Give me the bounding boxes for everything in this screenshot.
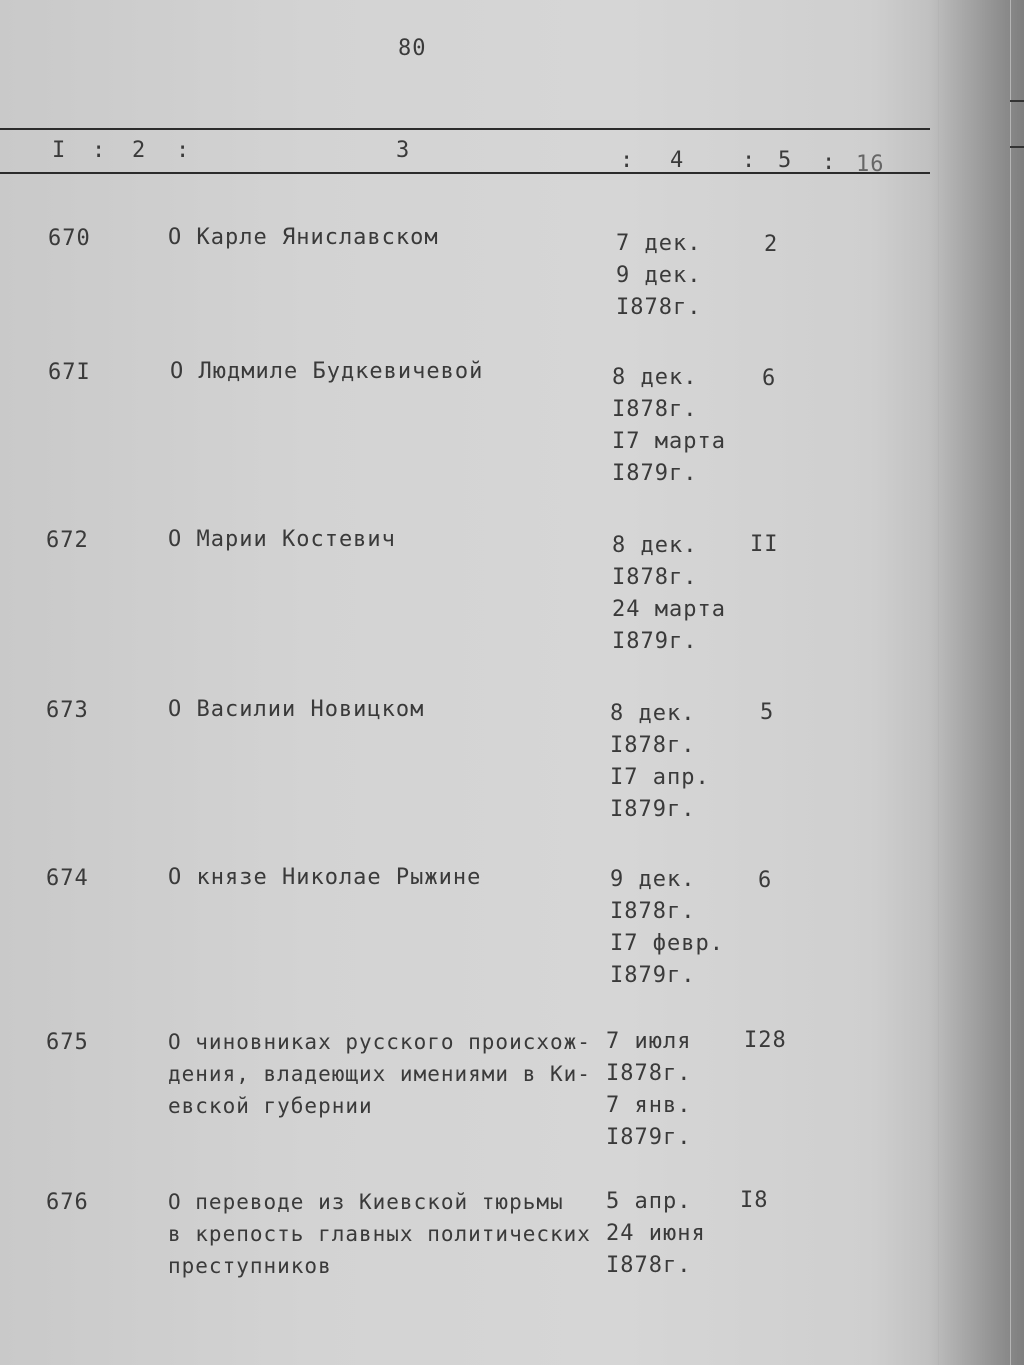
column-separator: : bbox=[822, 150, 837, 175]
date-line: I878г. bbox=[610, 899, 696, 924]
row-dates bbox=[606, 1026, 691, 1154]
row-dates bbox=[612, 530, 726, 658]
row-title-line: О Василии Новицком bbox=[168, 697, 425, 722]
date-line: I878г. bbox=[606, 1061, 692, 1086]
row-dates bbox=[612, 362, 726, 490]
date-line: I878г. bbox=[612, 397, 698, 422]
row-title-line: О переводе из Киевской тюрьмы bbox=[168, 1190, 564, 1214]
row-number: 672 bbox=[46, 528, 89, 553]
row-title-line: преступников bbox=[168, 1254, 332, 1278]
page-fold-line bbox=[1010, 0, 1011, 1365]
column-header-4: 4 bbox=[670, 148, 685, 173]
row-title-line: в крепость главных политических bbox=[168, 1222, 591, 1246]
date-line: I879г. bbox=[606, 1125, 692, 1150]
date-line: 8 дек. bbox=[612, 365, 698, 390]
column-header-5: 5 bbox=[778, 148, 793, 173]
date-line: 9 дек. bbox=[610, 867, 696, 892]
date-line: I878г. bbox=[616, 295, 702, 320]
date-line: 24 марта bbox=[612, 597, 726, 622]
margin-tick bbox=[1010, 146, 1024, 148]
row-title bbox=[168, 1186, 591, 1282]
date-line: I879г. bbox=[610, 797, 696, 822]
row-sheet-count: 6 bbox=[758, 868, 773, 893]
column-separator: : bbox=[176, 138, 191, 163]
row-sheet-count: 6 bbox=[762, 366, 777, 391]
row-number: 676 bbox=[46, 1190, 89, 1215]
date-line: I878г. bbox=[612, 565, 698, 590]
row-sheet-count: 2 bbox=[764, 232, 779, 257]
column-separator: : bbox=[742, 148, 757, 173]
row-dates bbox=[610, 698, 710, 826]
row-number: 673 bbox=[46, 698, 89, 723]
row-sheet-count: 5 bbox=[760, 700, 775, 725]
row-number: 675 bbox=[46, 1030, 89, 1055]
date-line: I7 апр. bbox=[610, 765, 710, 790]
row-title bbox=[168, 694, 424, 726]
date-line: I879г. bbox=[612, 461, 698, 486]
row-title bbox=[170, 356, 483, 388]
date-line: I7 марта bbox=[612, 429, 726, 454]
date-line: 7 янв. bbox=[606, 1093, 692, 1118]
row-title-line: евской губернии bbox=[168, 1094, 373, 1118]
column-header-1: I bbox=[52, 138, 67, 163]
page-fold-line bbox=[938, 0, 939, 1365]
row-dates bbox=[610, 864, 724, 992]
margin-tick bbox=[1010, 100, 1024, 102]
date-line: I878г. bbox=[610, 733, 696, 758]
row-title bbox=[168, 1026, 591, 1122]
row-number: 67I bbox=[48, 360, 91, 385]
row-title-line: О чиновниках русского происхож- bbox=[168, 1030, 591, 1054]
row-number: 670 bbox=[48, 226, 91, 251]
row-title-line: О князе Николае Рыжине bbox=[168, 865, 482, 890]
date-line: I879г. bbox=[610, 963, 696, 988]
column-separator: : bbox=[620, 148, 635, 173]
row-dates bbox=[616, 228, 701, 324]
date-line: I7 февр. bbox=[610, 931, 724, 956]
date-line: 24 июня bbox=[606, 1221, 706, 1246]
date-line: 8 дек. bbox=[612, 533, 698, 558]
header-top-rule bbox=[0, 128, 930, 130]
date-line: 7 июля bbox=[606, 1029, 692, 1054]
page-number: 80 bbox=[398, 36, 427, 61]
row-sheet-count: I28 bbox=[744, 1028, 787, 1053]
row-title bbox=[168, 524, 396, 556]
row-title-line: дения, владеющих имениями в Ки- bbox=[168, 1062, 591, 1086]
row-title-line: О Карле Яниславском bbox=[168, 225, 439, 250]
row-dates bbox=[606, 1186, 706, 1282]
date-line: I879г. bbox=[612, 629, 698, 654]
column-header-2: 2 bbox=[132, 138, 147, 163]
date-line: 8 дек. bbox=[610, 701, 696, 726]
row-title bbox=[168, 862, 481, 894]
row-sheet-count: I8 bbox=[740, 1188, 769, 1213]
row-title-line: О Людмиле Будкевичевой bbox=[170, 359, 484, 384]
date-line: I878г. bbox=[606, 1253, 692, 1278]
column-header-6: 16 bbox=[856, 152, 885, 177]
column-separator: : bbox=[92, 138, 107, 163]
date-line: 5 апр. bbox=[606, 1189, 692, 1214]
date-line: 7 дек. bbox=[616, 231, 702, 256]
date-line: 9 дек. bbox=[616, 263, 702, 288]
row-sheet-count: II bbox=[750, 532, 779, 557]
row-title-line: О Марии Костевич bbox=[168, 527, 396, 552]
column-header-3: 3 bbox=[396, 138, 411, 163]
row-number: 674 bbox=[46, 866, 89, 891]
row-title bbox=[168, 222, 439, 254]
